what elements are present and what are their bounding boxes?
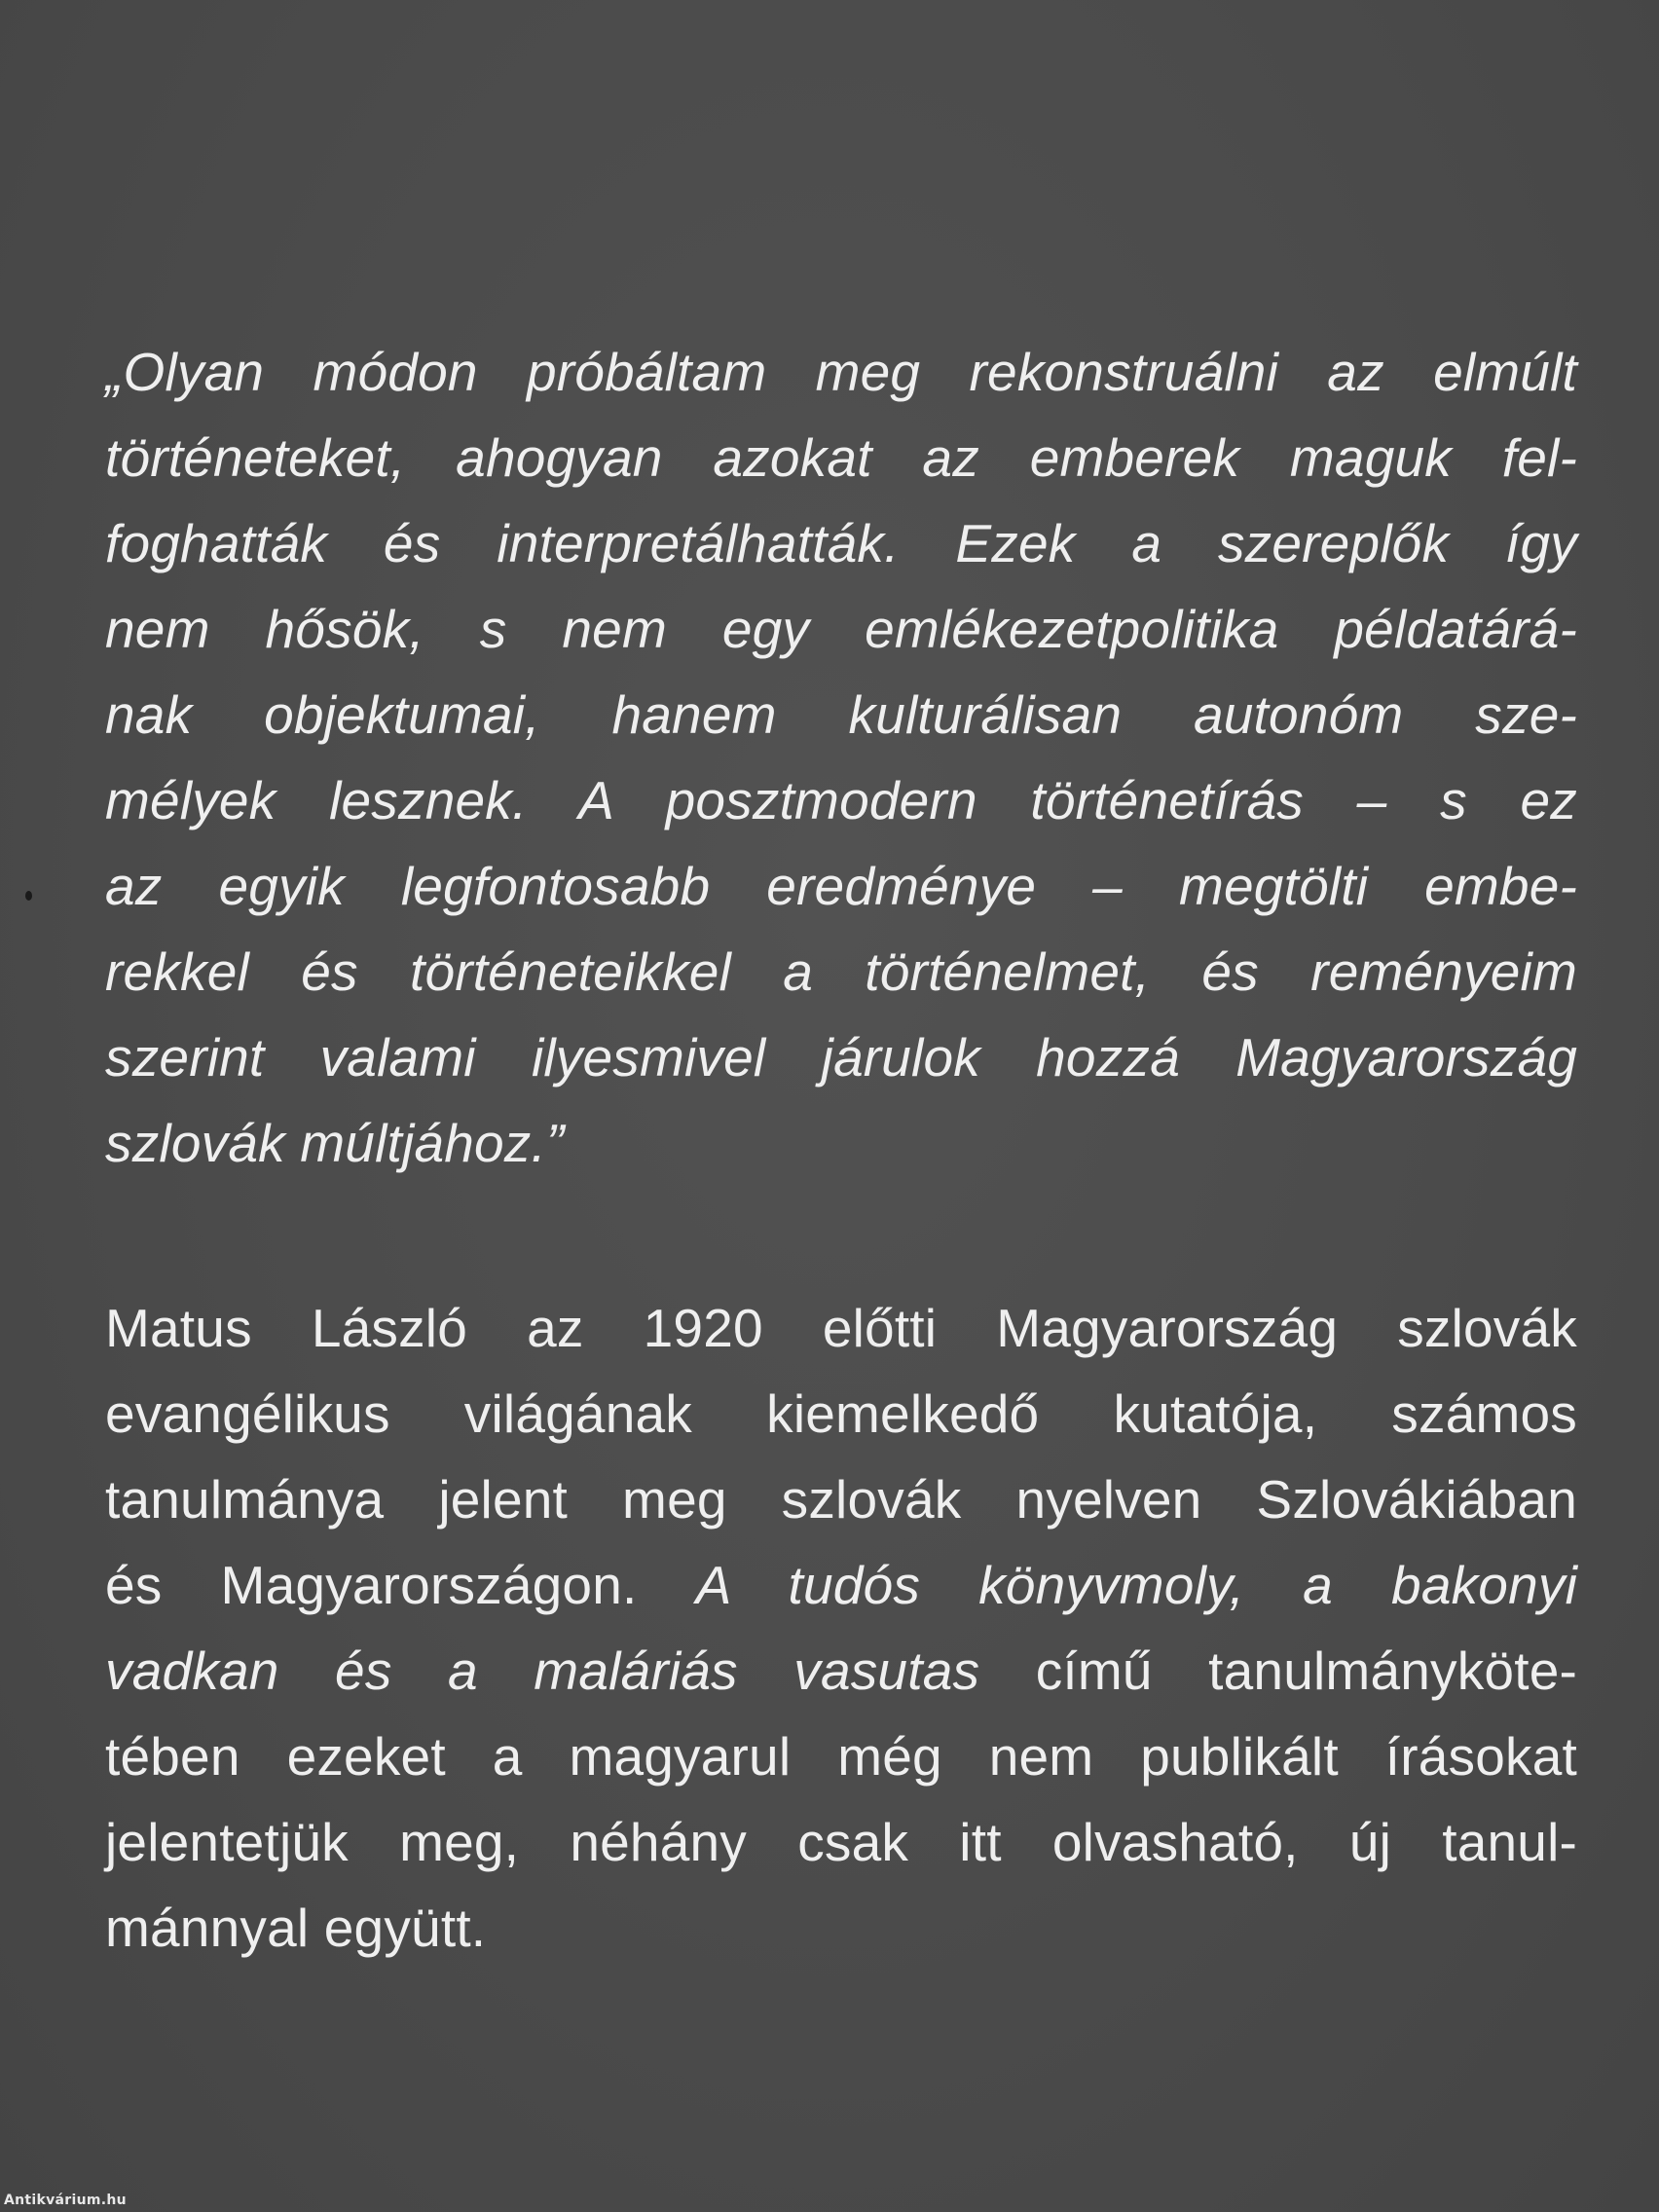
author-quote xyxy=(105,329,1577,1186)
quote-line: az egyik legfontosabb eredménye – megtölti embe- xyxy=(105,856,1577,916)
quote-line: szerint valami ilyesmivel járulok hozzá Magyarország xyxy=(105,1027,1577,1088)
bio-line: tében ezeket a magyarul még nem publikált írásokat xyxy=(105,1726,1577,1787)
quote-line: mélyek lesznek. A posztmodern történetírás – s ez xyxy=(105,770,1577,830)
watermark: Antikvárium.hu xyxy=(4,2193,127,2208)
quote-line: rekkel és történeteikkel a történelmet, és reményeim xyxy=(105,941,1577,1002)
quote-line: foghatták és interpretálhatták. Ezek a szereplők így xyxy=(105,513,1577,573)
bio-line: Matus László az 1920 előtti Magyarország szlovák xyxy=(105,1298,1577,1358)
bio-line: jelentetjük meg, néhány csak itt olvasható, új tanul- xyxy=(105,1812,1577,1872)
book-title: A tudós könyvmoly, a bakonyi xyxy=(695,1555,1578,1615)
print-speck xyxy=(25,891,32,901)
author-bio xyxy=(105,1285,1577,1971)
bio-line xyxy=(105,1628,1577,1714)
bio-line: evangélikus világának kiemelkedő kutatója, számos xyxy=(105,1383,1577,1444)
bio-line: tanulmánya jelent meg szlovák nyelven Szlovákiában xyxy=(105,1469,1577,1530)
quote-line: történeteket, ahogyan azokat az emberek maguk fel- xyxy=(105,427,1577,488)
quote-line: „Olyan módon próbáltam meg rekonstruálni az elmúlt xyxy=(105,342,1577,402)
bio-line xyxy=(105,1542,1577,1628)
quote-line: szlovák múltjához.” xyxy=(105,1113,565,1173)
bio-text: című tanulmánykötе- xyxy=(1035,1641,1577,1701)
book-title: vadkan és a maláriás vasutas xyxy=(105,1641,980,1701)
quote-line: nak objektumai, hanem kulturálisan autonóm sze- xyxy=(105,684,1577,745)
bio-line: mánnyal együtt. xyxy=(105,1898,487,1958)
quote-line: nem hősök, s nem egy emlékezetpolitika példatárá- xyxy=(105,599,1577,659)
bio-text: és Magyarországon. xyxy=(105,1555,638,1615)
